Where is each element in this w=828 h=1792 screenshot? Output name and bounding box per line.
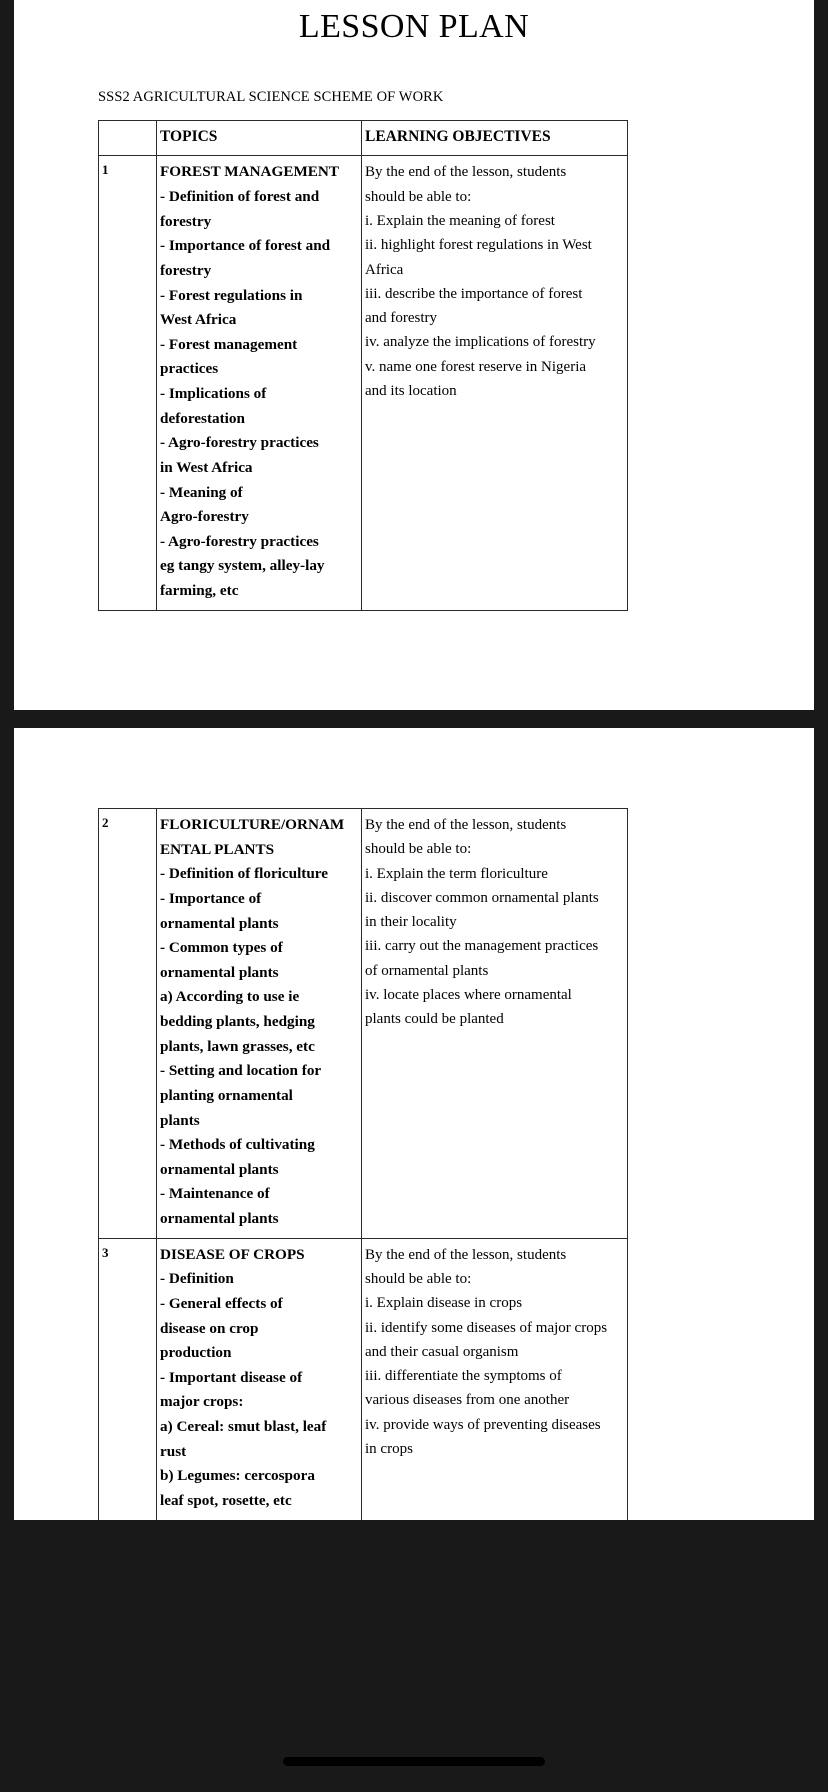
text-line: should be able to:	[365, 1270, 472, 1287]
text-line: - Importance of	[160, 889, 262, 907]
text-line: eg tangy system, alley-lay	[160, 557, 325, 575]
text-line: - General effects of	[160, 1294, 283, 1312]
text-line: in their locality	[365, 914, 457, 931]
column-header-objectives: LEARNING OBJECTIVES	[362, 121, 628, 156]
text-line: in crops	[365, 1441, 413, 1457]
row-topics	[157, 809, 362, 1239]
text-line: DISEASE OF CROPS	[160, 1245, 305, 1263]
row-objectives	[362, 809, 628, 1239]
text-line: - Agro-forestry practices	[160, 434, 319, 452]
text-line: iv. analyze the implications of forestry	[365, 334, 596, 351]
text-line: - Definition	[160, 1270, 234, 1288]
text-line: bedding plants, hedging	[160, 1013, 315, 1030]
text-line: planting ornamental	[160, 1086, 293, 1104]
table-row	[99, 809, 628, 1239]
text-line: ii. highlight forest regulations in West	[365, 237, 592, 254]
text-line: forestry	[160, 261, 212, 279]
text-line: practices	[160, 360, 219, 378]
text-line: should be able to:	[365, 841, 472, 858]
text-line: i. Explain the meaning of forest	[365, 213, 555, 229]
scheme-of-work-table-continued	[98, 808, 628, 1520]
page-1-content	[14, 0, 814, 710]
text-line: By the end of the lesson, students	[365, 164, 567, 181]
text-line: various diseases from one another	[365, 1392, 570, 1409]
text-line: - Definition of forest and	[160, 188, 320, 206]
text-line: and its location	[365, 383, 457, 400]
table-body-page-1	[99, 156, 628, 610]
text-line: - Meaning of	[160, 483, 243, 501]
text-line: rust	[160, 1442, 187, 1460]
text-line: and forestry	[365, 310, 438, 327]
text-line: i. Explain the term floriculture	[365, 865, 548, 882]
text-line: in West Africa	[160, 458, 253, 476]
home-indicator[interactable]	[283, 1757, 545, 1766]
text-line: West Africa	[160, 311, 237, 329]
text-line: Africa	[365, 261, 404, 278]
text-line: By the end of the lesson, students	[365, 1246, 567, 1263]
table-header-row	[99, 121, 628, 156]
document-page-2	[14, 728, 814, 1520]
text-line: a) Cereal: smut blast, leaf	[160, 1418, 327, 1435]
column-header-number	[99, 121, 157, 156]
text-line: iii. carry out the management practices	[365, 938, 599, 955]
text-line: By the end of the lesson, students	[365, 817, 567, 833]
text-line: disease on crop	[160, 1319, 259, 1337]
text-line: - Forest management	[160, 335, 298, 353]
text-line: leaf spot, rosette, etc	[160, 1491, 292, 1509]
row-topics	[157, 1238, 362, 1520]
text-line: ornamental plants	[160, 914, 279, 932]
text-line: b) Legumes: cercospora	[160, 1467, 315, 1485]
text-line: v. name one forest reserve in Nigeria	[365, 358, 587, 375]
row-number: 3	[99, 1238, 157, 1520]
document-page-1	[14, 0, 814, 710]
table-row	[99, 156, 628, 610]
text-line: deforestation	[160, 409, 245, 427]
text-line: iv. provide ways of preventing diseases	[365, 1416, 601, 1433]
text-line: production	[160, 1344, 232, 1362]
text-line: ii. identify some diseases of major crops	[365, 1319, 608, 1336]
text-line: - Importance of forest and	[160, 237, 331, 255]
text-line: - Maintenance of	[160, 1185, 270, 1203]
scheme-subtitle: SSS2 AGRICULTURAL SCIENCE SCHEME OF WORK	[98, 89, 444, 106]
table-body-page-2	[99, 809, 628, 1521]
text-line: iii. differentiate the symptoms of	[365, 1368, 562, 1385]
text-line: - Implications of	[160, 385, 267, 403]
text-line: ENTAL PLANTS	[160, 840, 275, 858]
text-line: plants, lawn grasses, etc	[160, 1037, 315, 1055]
row-objectives	[362, 1238, 628, 1520]
text-line: - Definition of floriculture	[160, 865, 329, 883]
text-line: i. Explain disease in crops	[365, 1295, 523, 1312]
text-line: plants could be planted	[365, 1011, 504, 1028]
text-line: - Important disease of	[160, 1368, 303, 1386]
text-line: of ornamental plants	[365, 962, 489, 979]
text-line: ornamental plants	[160, 1210, 279, 1227]
row-objectives	[362, 156, 628, 610]
text-line: ornamental plants	[160, 963, 279, 981]
table-row	[99, 1238, 628, 1520]
row-number: 1	[99, 156, 157, 610]
text-line: should be able to:	[365, 188, 472, 205]
text-line: - Methods of cultivating	[160, 1136, 315, 1154]
text-line: - Forest regulations in	[160, 286, 303, 304]
text-line: - Agro-forestry practices	[160, 532, 319, 550]
text-line: ii. discover common ornamental plants	[365, 889, 599, 906]
text-line: major crops:	[160, 1393, 244, 1411]
text-line: - Setting and location for	[160, 1062, 322, 1080]
text-line: FOREST MANAGEMENT	[160, 163, 340, 181]
text-line: farming, etc	[160, 582, 239, 600]
table-header	[99, 121, 628, 156]
page-title: LESSON PLAN	[298, 8, 530, 45]
text-line: forestry	[160, 212, 212, 230]
text-line: FLORICULTURE/ORNAM	[160, 816, 345, 833]
text-line: iv. locate places where ornamental	[365, 987, 572, 1004]
column-header-topics: TOPICS	[157, 121, 362, 156]
text-line: plants	[160, 1111, 200, 1129]
row-topics	[157, 156, 362, 610]
page-2-content	[14, 808, 814, 1520]
text-line: iii. describe the importance of forest	[365, 285, 583, 302]
text-line: and their casual organism	[365, 1343, 519, 1360]
text-line: - Common types of	[160, 939, 283, 957]
text-line: ornamental plants	[160, 1160, 279, 1178]
text-line: a) According to use ie	[160, 988, 300, 1006]
text-line: Agro-forestry	[160, 508, 249, 526]
scheme-of-work-table	[98, 120, 628, 610]
row-number: 2	[99, 809, 157, 1239]
